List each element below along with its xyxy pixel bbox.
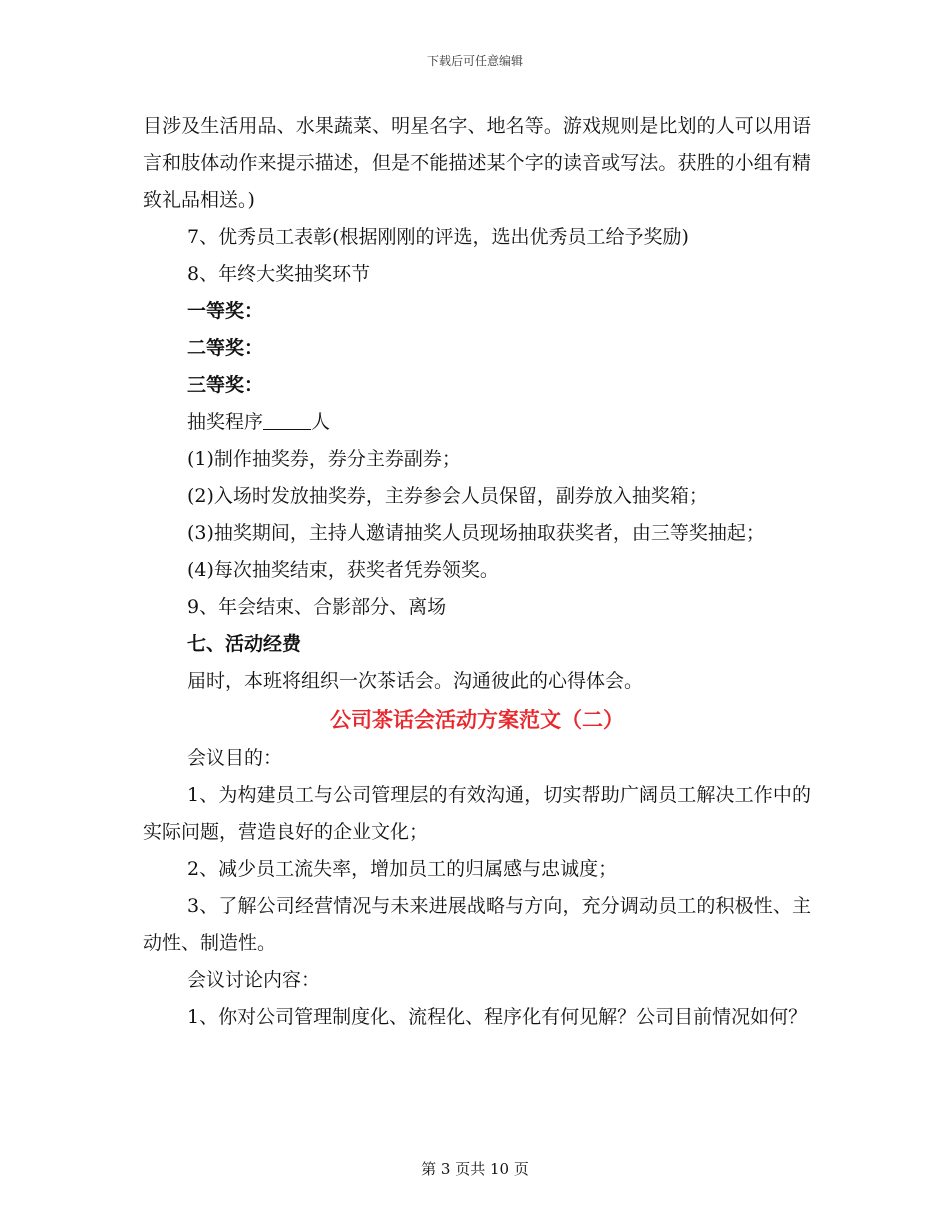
paragraph-step-2: (2)入场时发放抽奖券，主券参会人员保留，副券放入抽奖箱； xyxy=(187,485,708,507)
paragraph-step-1: (1)制作抽奖券，券分主券副券； xyxy=(187,448,461,470)
paragraph-discussion-content: 会议讨论内容： xyxy=(187,969,321,991)
paragraph-tea-party: 届时，本班将组织一次茶话会。沟通彼此的心得体会。 xyxy=(187,670,644,692)
paragraph-purpose-2: 2、减少员工流失率，增加员工的归属感与忠诚度； xyxy=(187,858,618,880)
first-prize-label: 一等奖： xyxy=(187,300,264,322)
lottery-host-suffix: 人 xyxy=(311,411,331,433)
paragraph-item-8: 8、年终大奖抽奖环节 xyxy=(187,263,371,285)
paragraph-item-7: 7、优秀员工表彰(根据刚刚的评选，选出优秀员工给予奖励) xyxy=(187,226,689,248)
third-prize-label: 三等奖： xyxy=(187,374,264,396)
paragraph-step-4: (4)每次抽奖结束，获奖者凭券领奖。 xyxy=(187,559,499,581)
section-heading-budget: 七、活动经费 xyxy=(187,633,302,655)
section-title: 公司茶话会活动方案范文（二） xyxy=(330,707,624,732)
page-header: 下载后可任意编辑 xyxy=(426,54,523,68)
paragraph-meeting-purpose: 会议目的： xyxy=(187,747,283,769)
paragraph-purpose-1: 1、为构建员工与公司管理层的有效沟通，切实帮助广阔员工解决工作中的实际问题，营造良好的企业文化； xyxy=(143,784,811,843)
paragraph-purpose-3: 3、了解公司经营情况与未来进展战略与方向，充分调动员工的积极性、主动性、制造性。 xyxy=(143,895,811,954)
blank-underline xyxy=(263,409,311,430)
paragraph-lottery-host xyxy=(143,404,811,441)
page-footer: 第 3 页共 10 页 xyxy=(421,1160,529,1178)
paragraph-step-3: (3)抽奖期间，主持人邀请抽奖人员现场抽取获奖者，由三等奖抽起； xyxy=(187,522,765,544)
second-prize-label: 二等奖： xyxy=(187,337,264,359)
document-body xyxy=(143,108,811,1036)
paragraph-game-rules: 目涉及生活用品、水果蔬菜、明星名字、地名等。游戏规则是比划的人可以用语言和肢体动作来提示描述，但是不能描述某个字的读音或写法。获胜的小组有精致礼品相送。) xyxy=(143,115,811,211)
paragraph-discussion-1: 1、你对公司管理制度化、流程化、程序化有何见解？公司目前情况如何？ xyxy=(187,1006,808,1028)
paragraph-item-9: 9、年会结束、合影部分、离场 xyxy=(187,596,447,618)
lottery-host-label: 抽奖程序 xyxy=(187,411,264,433)
